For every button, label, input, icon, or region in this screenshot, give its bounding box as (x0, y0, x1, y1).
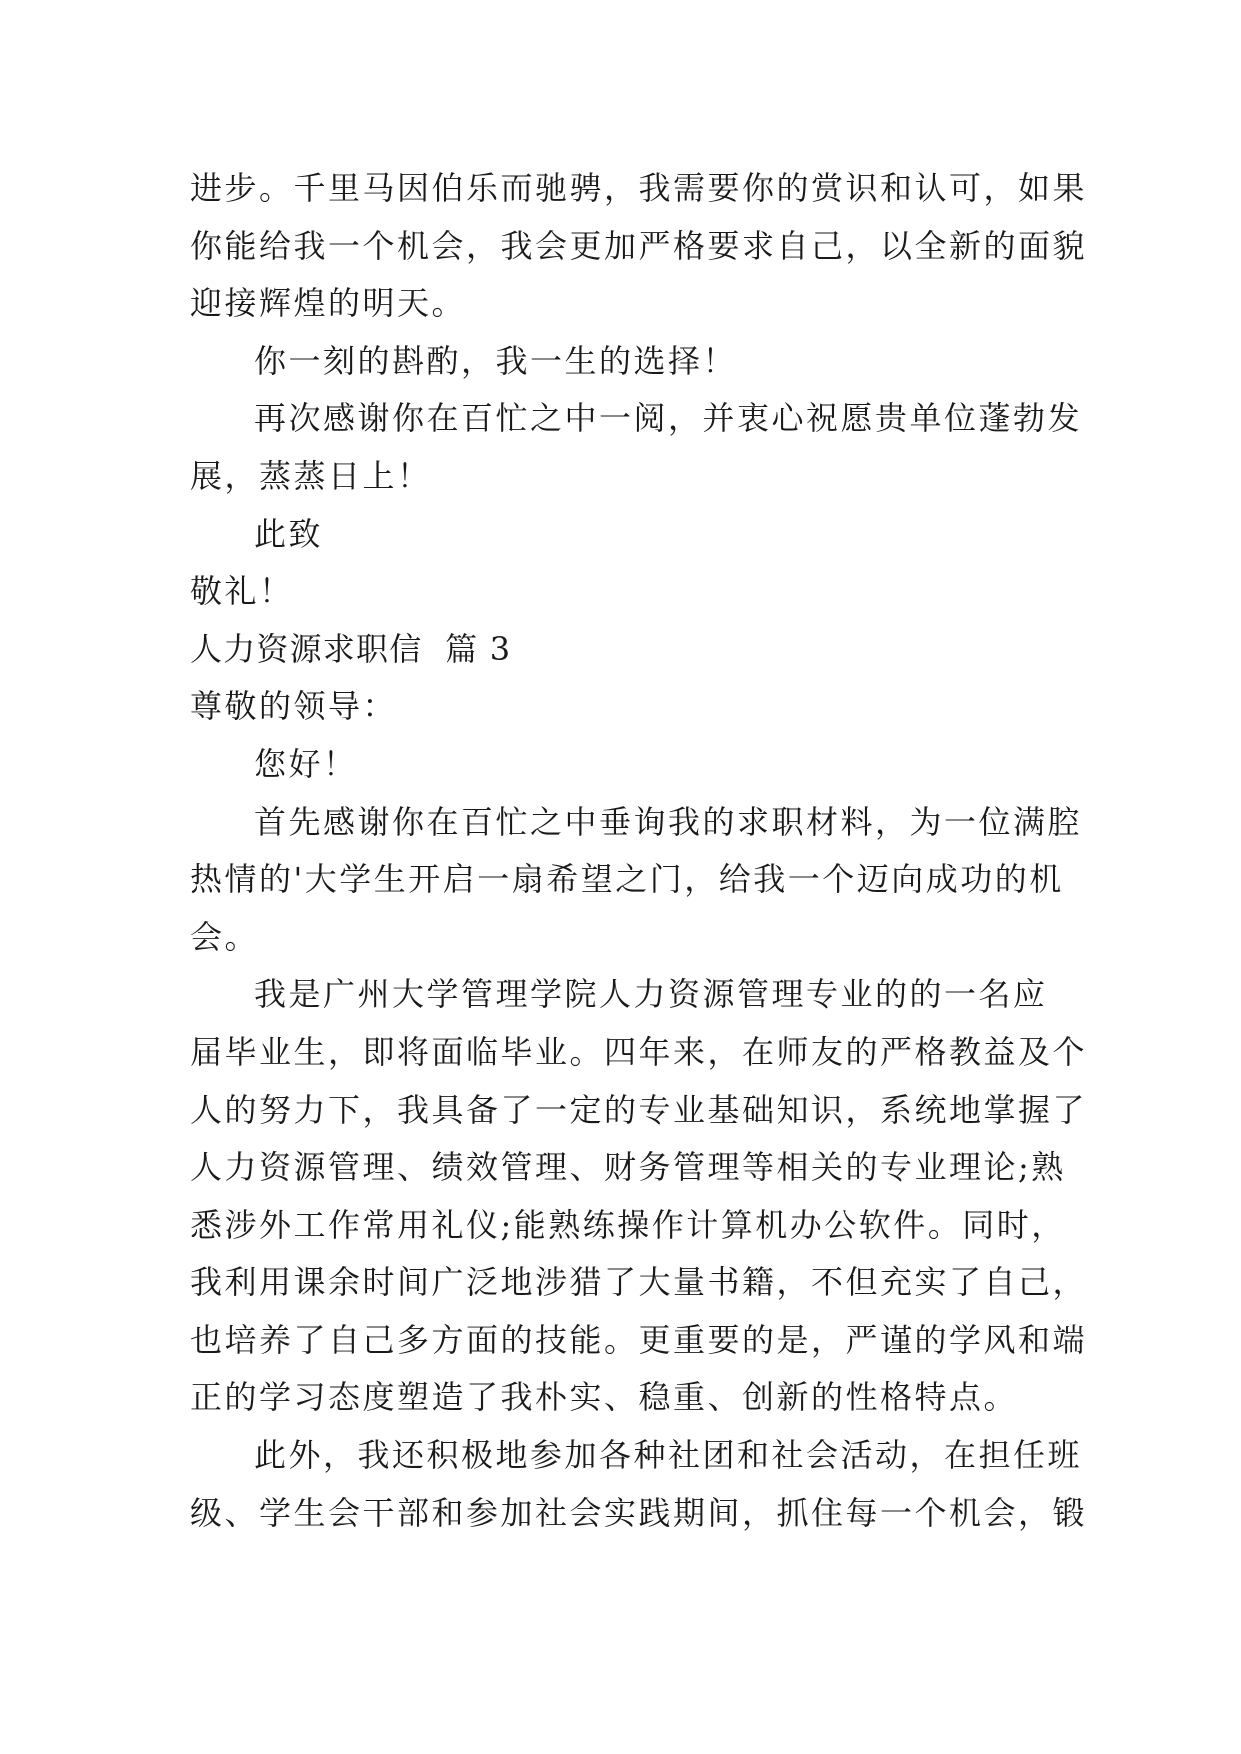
body-line: 热情的'大学生开启一扇希望之门，给我一个迈向成功的机 (190, 860, 1064, 899)
body-line: 也培养了自己多方面的技能。更重要的是，严谨的学风和端 (190, 1320, 1088, 1359)
body-line: 级、学生会干部和参加社会实践期间，抓住每一个机会，锻 (190, 1493, 1088, 1532)
salutation-close: 此致 (254, 514, 324, 553)
letter-greeting: 尊敬的领导： (190, 687, 398, 726)
body-line: 人的努力下，我具备了一定的专业基础知识，系统地掌握了 (190, 1090, 1088, 1129)
body-line: 会。 (190, 917, 260, 956)
closing-remark: 你一刻的斟酌，我一生的选择！ (254, 341, 738, 380)
body-line: 届毕业生，即将面临毕业。四年来，在师友的严格教益及个 (190, 1032, 1088, 1071)
body-line: 展，蒸蒸日上！ (190, 456, 432, 495)
section-heading: 人力资源求职信 篇 3 (190, 629, 512, 668)
body-line: 此外，我还积极地参加各种社团和社会活动，在担任班 (254, 1436, 1083, 1475)
document-body (190, 160, 1088, 1542)
body-line: 进步。千里马因伯乐而驰骋，我需要你的赏识和认可，如果 (190, 169, 1088, 207)
body-line: 再次感谢你在百忙之中一阅，并衷心祝愿贵单位蓬勃发 (254, 399, 1083, 438)
salutation-regards: 敬礼！ (190, 572, 294, 611)
body-line: 你能给我一个机会，我会更加严格要求自己，以全新的面貌 (190, 226, 1088, 265)
body-line: 迎接辉煌的明天。 (190, 284, 467, 323)
body-line: 悉涉外工作常用礼仪;能熟练操作计算机办公软件。同时， (190, 1205, 1066, 1244)
body-line: 我利用课余时间广泛地涉猎了大量书籍，不但充实了自己， (190, 1263, 1088, 1302)
body-line: 正的学习态度塑造了我朴实、稳重、创新的性格特点。 (190, 1378, 1019, 1417)
body-line: 我是广州大学管理学院人力资源管理专业的的一名应 (254, 975, 1048, 1014)
body-line: 人力资源管理、绩效管理、财务管理等相关的专业理论;熟 (190, 1148, 1066, 1187)
body-line: 首先感谢你在百忙之中垂询我的求职材料，为一位满腔 (254, 802, 1083, 841)
letter-hello: 您好！ (254, 744, 358, 783)
